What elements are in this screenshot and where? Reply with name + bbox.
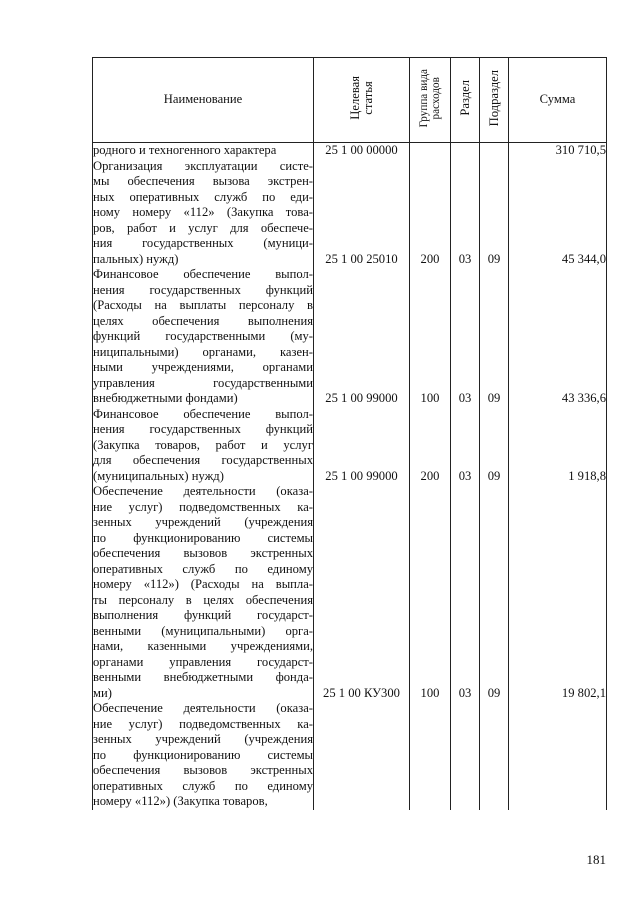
row-name-line: нения государственных функций bbox=[93, 422, 313, 436]
row-name-line: оперативных служб по единому bbox=[93, 778, 313, 793]
row-name-line: управления государственными bbox=[93, 375, 313, 390]
row-expense-group bbox=[410, 701, 451, 810]
row-name-line: для обеспечения государственных bbox=[93, 453, 313, 467]
row-name bbox=[93, 701, 314, 810]
row-sum bbox=[509, 701, 607, 810]
row-name bbox=[93, 267, 314, 407]
header-target-article: Целевая статья bbox=[314, 58, 410, 143]
row-name-line: родного и техногенного характера bbox=[93, 143, 277, 157]
row-name-line: венными внебюджетными фонда- bbox=[93, 670, 313, 684]
row-expense-group: 200 bbox=[410, 407, 451, 485]
row-expense-group: 200 bbox=[410, 159, 451, 268]
row-name-line: целях обеспечения выполнения bbox=[93, 313, 313, 328]
row-target-article: 25 1 00 99000 bbox=[314, 407, 410, 485]
table-row bbox=[93, 407, 607, 485]
row-name-line: органами управления государст- bbox=[93, 654, 313, 669]
row-name-line: номеру «112») (Расходы на выпла- bbox=[93, 577, 313, 591]
row-name-line: Обеспечение деятельности (оказа- bbox=[93, 701, 313, 715]
row-name-line: мы обеспечения вызова экстрен- bbox=[93, 174, 313, 188]
row-target-article: 25 1 00 00000 bbox=[314, 143, 410, 159]
row-name-line: ров, работ и услуг для обеспече- bbox=[93, 220, 313, 235]
row-name-line: Организация эксплуатации систе- bbox=[93, 158, 313, 173]
row-name-line: по функционированию системы bbox=[93, 747, 313, 762]
row-name-line: пальных) нужд) bbox=[93, 251, 179, 266]
row-target-article bbox=[314, 701, 410, 810]
header-subsection: Подраздел bbox=[480, 58, 509, 143]
table-row bbox=[93, 267, 607, 407]
row-sum: 1 918,8 bbox=[509, 407, 607, 485]
row-name-line: нения государственных функций bbox=[93, 282, 313, 297]
row-name-line: ными учреждениями, органами bbox=[93, 360, 313, 374]
row-expense-group: 100 bbox=[410, 484, 451, 701]
row-subsection bbox=[480, 143, 509, 159]
row-name bbox=[93, 159, 314, 268]
row-name-line: номеру «112») (Закупка товаров, bbox=[93, 794, 268, 808]
row-name-line: внебюджетными фондами) bbox=[93, 391, 238, 405]
row-section bbox=[451, 143, 480, 159]
row-name-line: ние услуг) подведомственных ка- bbox=[93, 716, 313, 731]
row-sum: 45 344,0 bbox=[509, 159, 607, 268]
row-name-line: Финансовое обеспечение выпол- bbox=[93, 267, 313, 281]
row-name-line: ты персоналу в целях обеспечения bbox=[93, 592, 313, 607]
header-name: Наименование bbox=[93, 58, 314, 143]
row-subsection bbox=[480, 701, 509, 810]
row-sum: 310 710,5 bbox=[509, 143, 607, 159]
row-target-article: 25 1 00 25010 bbox=[314, 159, 410, 268]
row-name-line: Обеспечение деятельности (оказа- bbox=[93, 484, 313, 498]
row-name-line: (Закупка товаров, работ и услуг bbox=[93, 437, 313, 452]
row-name-line: обеспечения вызовов экстренных bbox=[93, 546, 313, 560]
row-name-line: ние услуг) подведомственных ка- bbox=[93, 499, 313, 514]
row-name-line: ных оперативных служб по еди- bbox=[93, 189, 313, 204]
row-name bbox=[93, 407, 314, 485]
row-name-line: ниципальными) органами, казен- bbox=[93, 344, 313, 359]
row-subsection: 09 bbox=[480, 484, 509, 701]
table-row bbox=[93, 143, 607, 159]
table-header bbox=[93, 58, 607, 143]
table-row bbox=[93, 159, 607, 268]
row-name-line: выполнения функций государст- bbox=[93, 608, 313, 622]
row-name-line: Финансовое обеспечение выпол- bbox=[93, 406, 313, 421]
row-name-line: ми) bbox=[93, 685, 112, 700]
row-name-line: оперативных служб по единому bbox=[93, 561, 313, 576]
row-name bbox=[93, 484, 314, 701]
row-sum: 19 802,1 bbox=[509, 484, 607, 701]
row-section: 03 bbox=[451, 407, 480, 485]
row-expense-group: 100 bbox=[410, 267, 451, 407]
row-subsection: 09 bbox=[480, 159, 509, 268]
row-name-line: нами, казенными учреждениями, bbox=[93, 639, 313, 653]
budget-table bbox=[92, 57, 607, 810]
row-subsection: 09 bbox=[480, 267, 509, 407]
row-name-line: функций государственными (му- bbox=[93, 329, 313, 343]
row-name-line: зенных учреждений (учреждения bbox=[93, 515, 313, 529]
row-sum: 43 336,6 bbox=[509, 267, 607, 407]
row-name-line: ному номеру «112» (Закупка това- bbox=[93, 205, 313, 219]
table-body bbox=[93, 143, 607, 810]
row-expense-group bbox=[410, 143, 451, 159]
row-section: 03 bbox=[451, 267, 480, 407]
row-name-line: венными (муниципальными) орга- bbox=[93, 623, 313, 638]
row-section: 03 bbox=[451, 159, 480, 268]
row-target-article: 25 1 00 КУ300 bbox=[314, 484, 410, 701]
row-section: 03 bbox=[451, 484, 480, 701]
row-subsection: 09 bbox=[480, 407, 509, 485]
row-name bbox=[93, 143, 314, 159]
header-section: Раздел bbox=[451, 58, 480, 143]
table-row bbox=[93, 701, 607, 810]
row-name-line: ния государственных (муници- bbox=[93, 236, 313, 250]
page-number: 181 bbox=[586, 852, 606, 867]
header-sum: Сумма bbox=[509, 58, 607, 143]
row-name-line: по функционированию системы bbox=[93, 530, 313, 545]
table-row bbox=[93, 484, 607, 701]
row-target-article: 25 1 00 99000 bbox=[314, 267, 410, 407]
row-section bbox=[451, 701, 480, 810]
row-name-line: (муниципальных) нужд) bbox=[93, 468, 224, 483]
header-expense-group: Группа вида расходов bbox=[410, 58, 451, 143]
row-name-line: зенных учреждений (учреждения bbox=[93, 732, 313, 746]
row-name-line: (Расходы на выплаты персоналу в bbox=[93, 298, 313, 312]
row-name-line: обеспечения вызовов экстренных bbox=[93, 763, 313, 777]
